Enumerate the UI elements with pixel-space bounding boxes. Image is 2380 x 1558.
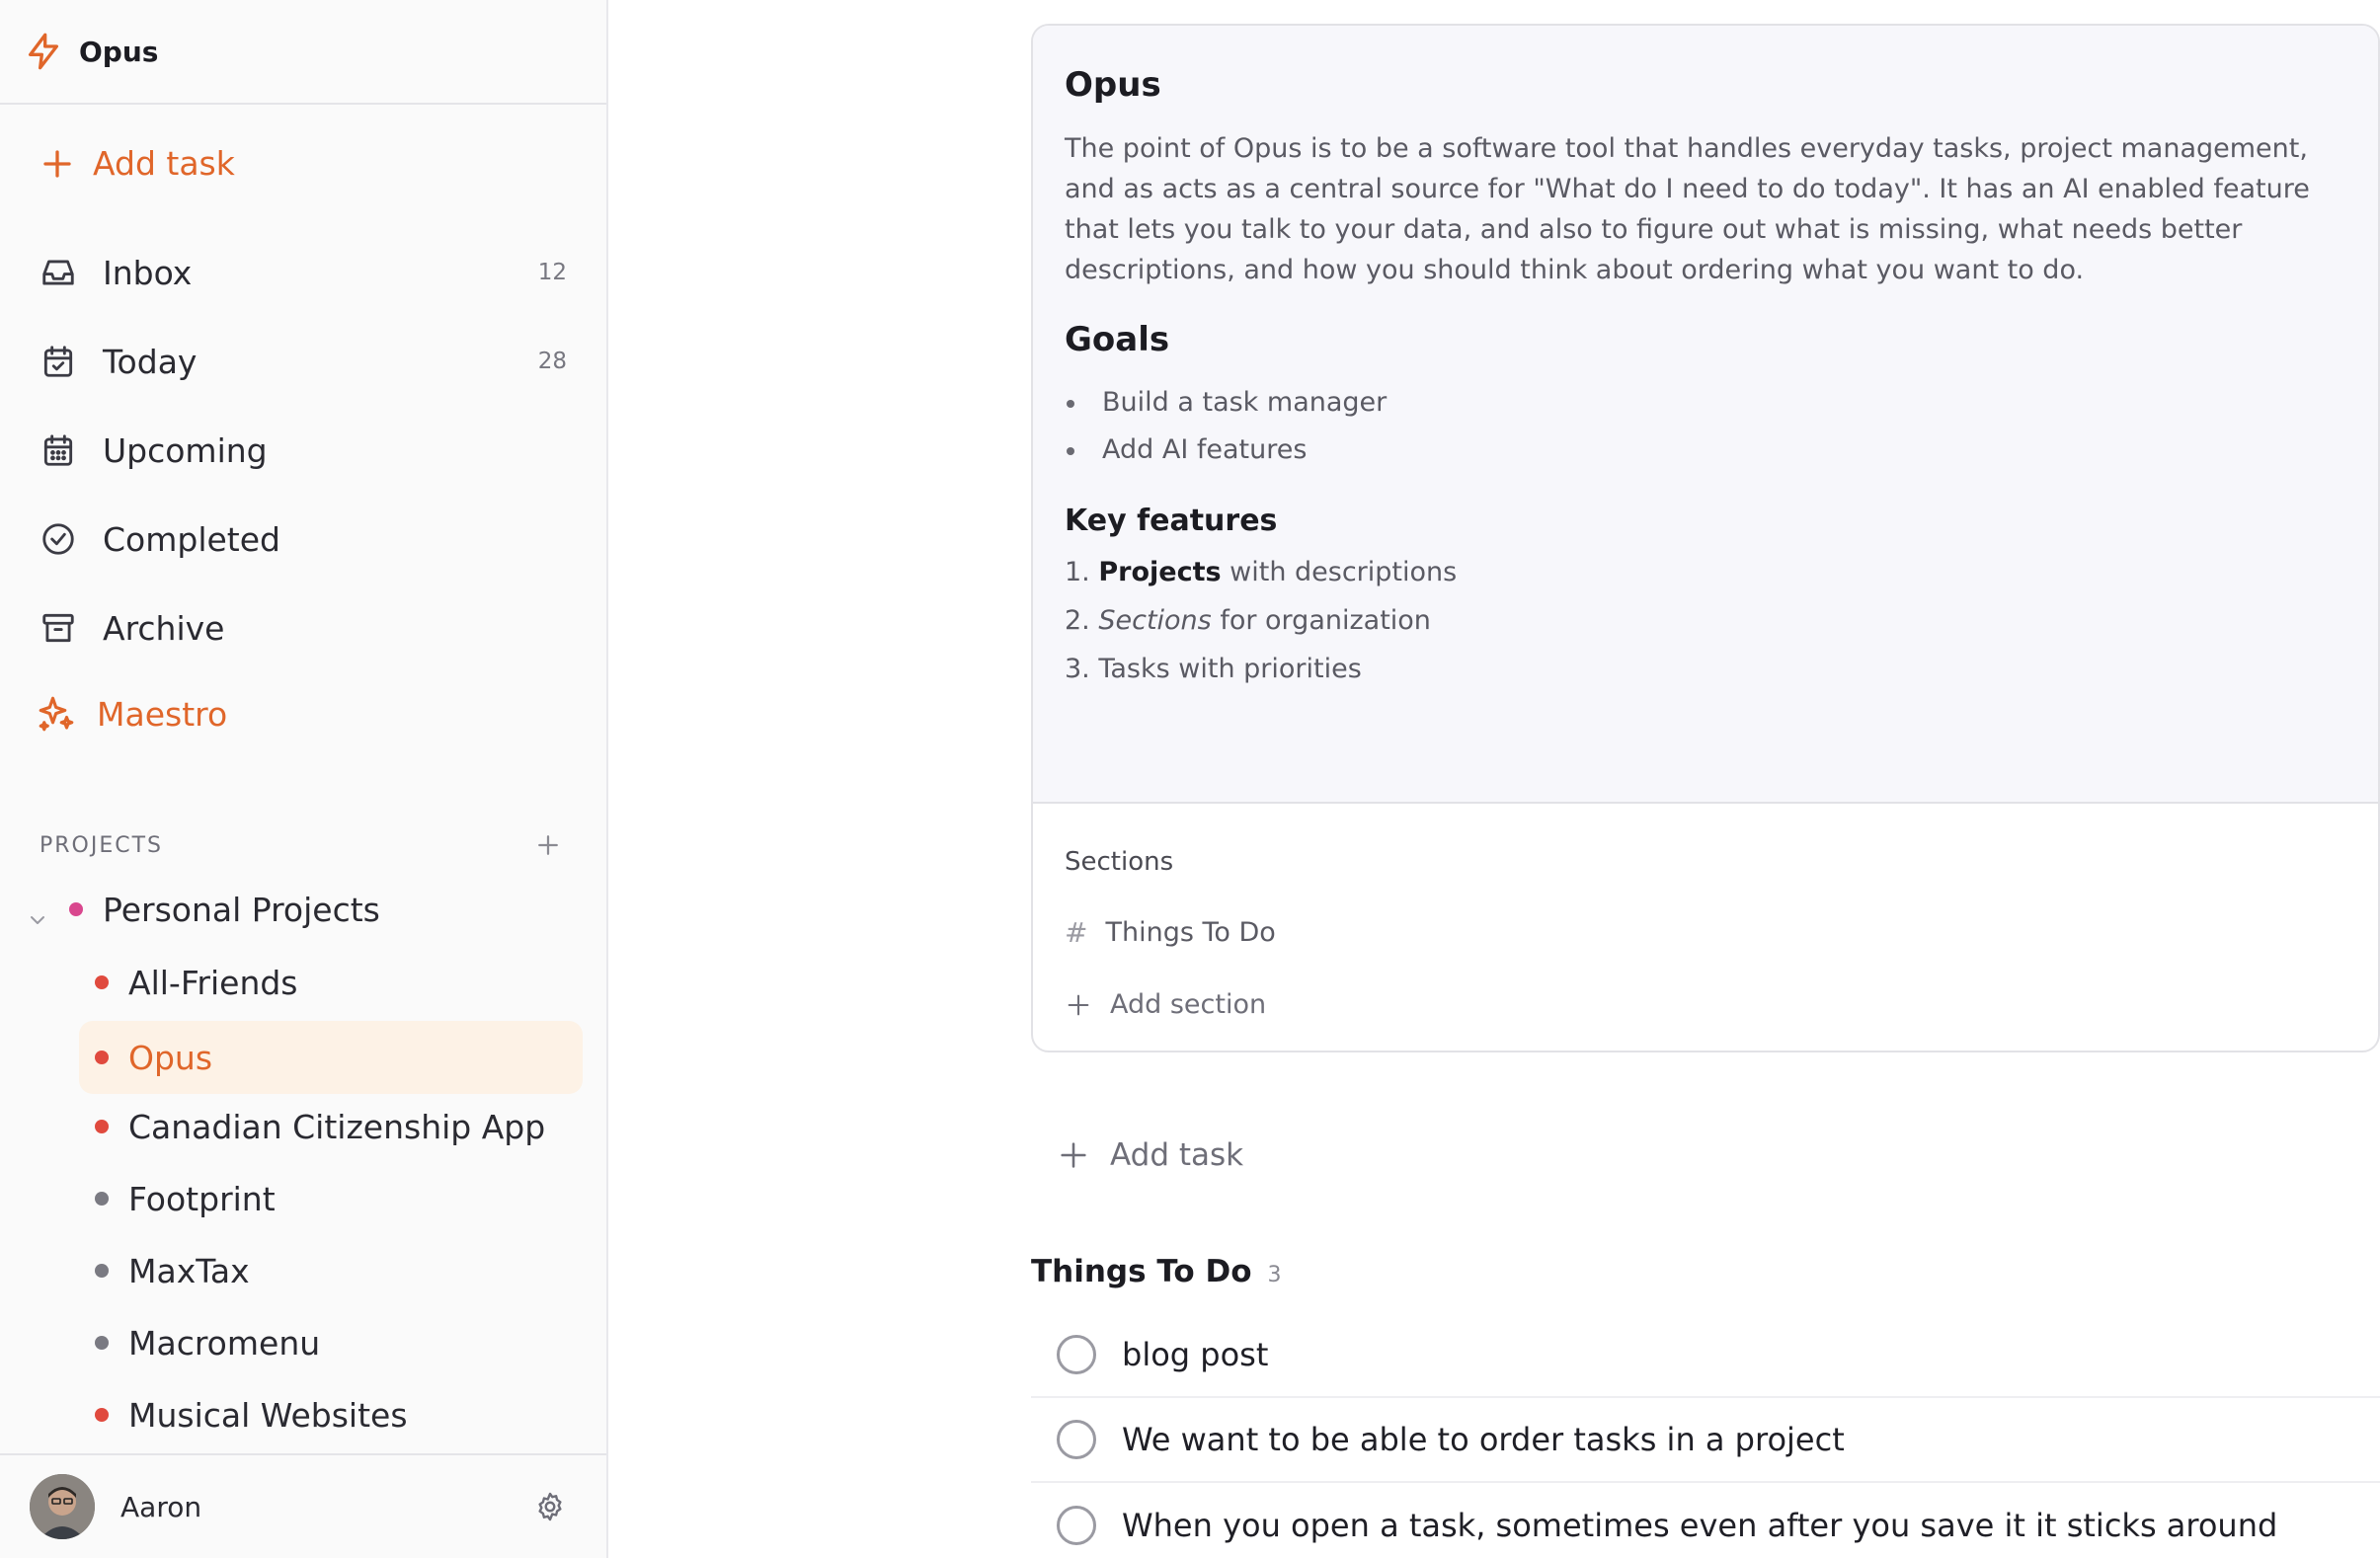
projects-heading xyxy=(40,825,563,865)
key-features-list xyxy=(1065,548,2346,693)
task-row[interactable] xyxy=(1031,1483,2380,1558)
task-checkbox[interactable] xyxy=(1057,1335,1096,1374)
project-color-dot xyxy=(95,1120,109,1133)
sidebar-item-label: Upcoming xyxy=(103,430,268,470)
projects-heading-label: PROJECTS xyxy=(40,832,164,858)
sidebar-item-label: Archive xyxy=(103,608,225,648)
maestro-label: Maestro xyxy=(97,694,228,734)
sidebar-item-label: Today xyxy=(103,342,198,381)
project-color-dot xyxy=(95,1408,109,1422)
project-item-all-friends[interactable] xyxy=(79,950,583,1015)
add-section-button[interactable] xyxy=(1065,989,1266,1020)
plus-icon xyxy=(40,146,75,182)
calendar-grid-icon xyxy=(40,431,77,469)
project-item-musical-websites[interactable] xyxy=(79,1382,583,1447)
project-item-macromenu[interactable] xyxy=(79,1310,583,1375)
sidebar-item-upcoming[interactable] xyxy=(40,421,573,480)
project-label: Canadian Citizenship App xyxy=(128,1107,546,1146)
project-label: Macromenu xyxy=(128,1323,321,1363)
project-label: Personal Projects xyxy=(103,890,380,929)
project-label: All-Friends xyxy=(128,963,298,1002)
goals-list xyxy=(1065,379,2346,474)
sparkles-icon xyxy=(36,693,77,735)
list-item: 3. Tasks with priorities xyxy=(1065,654,1362,684)
main-add-task-button[interactable] xyxy=(1057,1137,1243,1173)
sidebar-item-archive[interactable] xyxy=(40,598,573,658)
brand-header xyxy=(0,0,606,105)
project-color-dot xyxy=(95,975,109,989)
project-item-canadian-citizenship-app[interactable] xyxy=(79,1094,583,1159)
list-item: Build a task manager xyxy=(1065,379,2346,427)
sidebar-add-task-label: Add task xyxy=(93,144,235,183)
project-color-dot xyxy=(95,1264,109,1278)
task-row[interactable] xyxy=(1031,1313,2380,1398)
user-bar xyxy=(0,1453,606,1558)
list-item: 2. Sections for organization xyxy=(1065,605,1431,636)
goals-heading: Goals xyxy=(1065,320,1170,359)
task-title[interactable]: blog post xyxy=(1122,1336,1269,1373)
user-name: Aaron xyxy=(120,1490,202,1523)
project-item-personal-projects[interactable] xyxy=(59,877,573,942)
check-circle-icon xyxy=(40,520,77,558)
sidebar-item-completed[interactable] xyxy=(40,509,573,569)
plus-icon xyxy=(1065,991,1092,1019)
project-label: Opus xyxy=(128,1038,213,1077)
task-checkbox[interactable] xyxy=(1057,1420,1096,1459)
project-description-text: The point of Opus is to be a software tool that handles everyday tasks, project management, and as acts as a central source for "What do I need to do today". It has an AI enabled feature that lets you talk to your data, and also to figure out what is missing, what needs better descriptions, and how you should think about ordering what you want to do. xyxy=(1065,133,2310,285)
sections-heading: Sections xyxy=(1065,847,1174,877)
list-item: 1. Projects with descriptions xyxy=(1065,557,1458,587)
count-badge: 12 xyxy=(537,260,567,285)
plus-icon xyxy=(1057,1138,1090,1172)
project-label: Footprint xyxy=(128,1179,276,1218)
inbox-icon xyxy=(40,254,77,291)
count-badge: 28 xyxy=(537,349,567,374)
project-color-dot xyxy=(95,1051,109,1064)
add-section-label: Add section xyxy=(1110,989,1267,1020)
main-add-task-label: Add task xyxy=(1110,1137,1244,1173)
hash-icon: # xyxy=(1065,916,1088,949)
gear-icon[interactable] xyxy=(533,1490,567,1523)
project-detail-card xyxy=(1031,24,2380,1052)
project-item-opus[interactable] xyxy=(79,1021,583,1094)
section-item-things-to-do[interactable] xyxy=(1065,916,1276,949)
key-features-heading: Key features xyxy=(1065,504,1278,538)
app-name: Opus xyxy=(79,35,159,68)
project-label: Musical Websites xyxy=(128,1395,408,1435)
task-title[interactable]: We want to be able to order tasks in a project xyxy=(1122,1421,1845,1458)
project-description[interactable] xyxy=(1033,26,2378,804)
sidebar-item-label: Inbox xyxy=(103,253,193,292)
task-checkbox[interactable] xyxy=(1057,1506,1096,1545)
sidebar-item-inbox[interactable] xyxy=(40,243,573,302)
add-project-icon[interactable] xyxy=(533,830,563,860)
calendar-check-icon xyxy=(40,343,77,380)
list-item: Add AI features xyxy=(1065,427,2346,474)
chevron-down-icon[interactable] xyxy=(26,908,49,932)
archive-box-icon xyxy=(40,609,77,647)
task-title[interactable]: When you open a task, sometimes even after you save it it sticks around xyxy=(1122,1507,2278,1544)
project-title: Opus xyxy=(1065,65,1161,105)
lightning-bolt-icon xyxy=(24,32,63,71)
sidebar-item-label: Completed xyxy=(103,519,280,559)
project-item-maxtax[interactable] xyxy=(79,1238,583,1303)
task-row[interactable] xyxy=(1031,1398,2380,1483)
project-color-dot xyxy=(69,902,83,916)
sidebar-add-task-button[interactable] xyxy=(40,144,235,183)
section-group-header xyxy=(1031,1254,1282,1289)
sidebar-item-maestro[interactable] xyxy=(36,693,227,735)
project-label: MaxTax xyxy=(128,1251,250,1290)
avatar[interactable] xyxy=(30,1474,95,1539)
project-color-dot xyxy=(95,1336,109,1350)
sidebar-item-today[interactable] xyxy=(40,332,573,391)
section-group-count: 3 xyxy=(1267,1263,1282,1287)
section-group-title: Things To Do xyxy=(1031,1254,1252,1289)
section-label: Things To Do xyxy=(1105,917,1276,948)
project-item-footprint[interactable] xyxy=(79,1166,583,1231)
sidebar xyxy=(0,0,608,1558)
project-color-dot xyxy=(95,1192,109,1206)
